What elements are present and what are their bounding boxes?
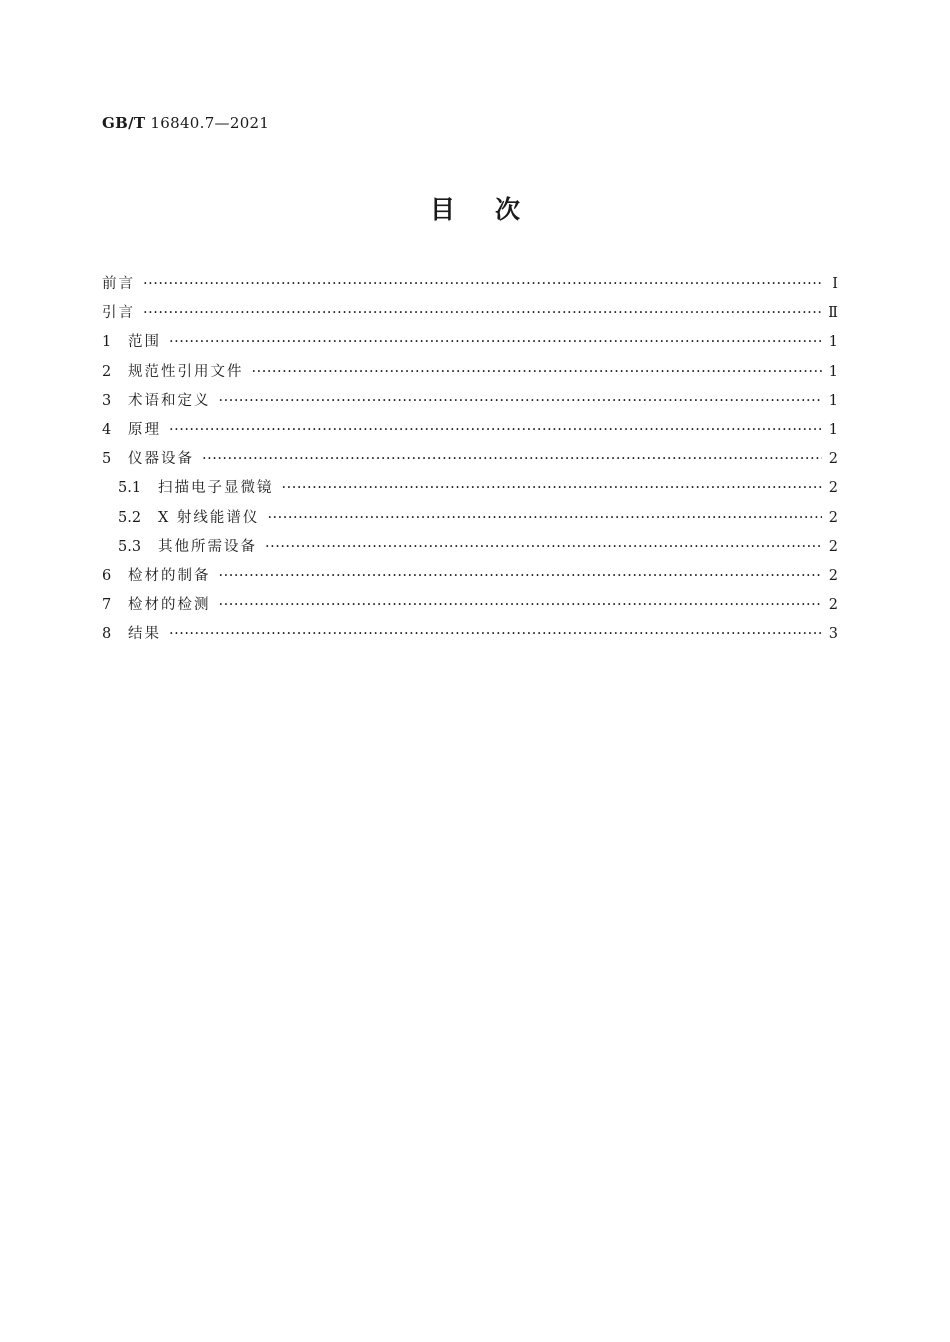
toc-entry-label: 规范性引用文件: [128, 363, 244, 380]
toc-entry-page: 2: [828, 480, 838, 497]
toc-entry-page: Ⅱ: [828, 305, 838, 322]
toc-entry-2[interactable]: [102, 358, 838, 387]
toc-entry-label: 扫描电子显微镜: [158, 480, 274, 497]
toc-entry-page: 1: [828, 363, 838, 380]
toc-entry-1[interactable]: [102, 328, 838, 357]
toc-entry-label: 检材的检测: [128, 597, 211, 614]
dot-leader: [252, 358, 823, 387]
toc-entry-8[interactable]: [102, 620, 838, 649]
toc-entry-4[interactable]: [102, 416, 838, 445]
toc-entry-number: 5.2: [118, 509, 142, 526]
toc-entry-label: 术语和定义: [128, 392, 211, 409]
toc-entry-number: 8: [102, 626, 112, 643]
dot-leader: [282, 474, 823, 503]
toc-entry-5-3[interactable]: [102, 533, 838, 562]
toc-entry-number: 3: [102, 392, 112, 409]
dot-leader: [219, 387, 823, 416]
toc-entry-number: 6: [102, 567, 112, 584]
standard-code: [102, 113, 269, 133]
dot-leader: [265, 533, 822, 562]
dot-leader: [202, 445, 822, 474]
dot-leader: [219, 562, 823, 591]
dot-leader: [169, 416, 822, 445]
toc-entry-7[interactable]: [102, 591, 838, 620]
toc-entry-label: 原理: [128, 421, 161, 438]
toc-entry-label: 其他所需设备: [158, 538, 257, 555]
dot-leader: [143, 270, 822, 299]
toc-entry-page: 1: [828, 334, 838, 351]
standard-prefix: GB/T: [102, 114, 146, 132]
toc-entry-label: X 射线能谱仪: [158, 509, 260, 526]
toc-entry-number: 5.1: [118, 480, 142, 497]
toc-entry-page: 3: [828, 626, 838, 643]
toc-entry-6[interactable]: [102, 562, 838, 591]
dot-leader: [143, 299, 822, 328]
toc-entry-number: 5: [102, 451, 112, 468]
toc-entry-page: Ⅰ: [832, 276, 838, 292]
toc-entry-page: 1: [828, 392, 838, 409]
toc-entry-foreword[interactable]: [102, 270, 838, 299]
toc-entry-page: 2: [828, 597, 838, 614]
toc-entry-page: 2: [828, 538, 838, 555]
dot-leader: [169, 328, 822, 357]
table-of-contents: [102, 270, 838, 649]
toc-entry-label: 检材的制备: [128, 567, 211, 584]
toc-entry-number: 4: [102, 421, 112, 438]
toc-entry-3[interactable]: [102, 387, 838, 416]
toc-entry-label: 范围: [128, 334, 161, 351]
toc-entry-page: 2: [828, 567, 838, 584]
toc-entry-number: 5.3: [118, 538, 142, 555]
toc-entry-number: 2: [102, 363, 112, 380]
toc-entry-page: 2: [828, 451, 838, 468]
dot-leader: [169, 620, 822, 649]
toc-entry-label: 引言: [102, 305, 135, 322]
toc-entry-introduction[interactable]: [102, 299, 838, 328]
toc-entry-label: 仪器设备: [128, 451, 194, 468]
toc-title: 目次: [429, 195, 560, 224]
toc-entry-number: 7: [102, 597, 112, 614]
toc-entry-page: 2: [828, 509, 838, 526]
toc-entry-number: 1: [102, 334, 112, 351]
toc-entry-5-2[interactable]: [102, 504, 838, 533]
dot-leader: [219, 591, 823, 620]
toc-entry-label: 结果: [128, 626, 161, 643]
toc-entry-5[interactable]: [102, 445, 838, 474]
dot-leader: [267, 504, 822, 533]
toc-entry-label: 前言: [102, 276, 135, 292]
toc-entry-page: 1: [828, 421, 838, 438]
standard-number: 16840.7—2021: [150, 114, 270, 132]
toc-entry-5-1[interactable]: [102, 474, 838, 503]
